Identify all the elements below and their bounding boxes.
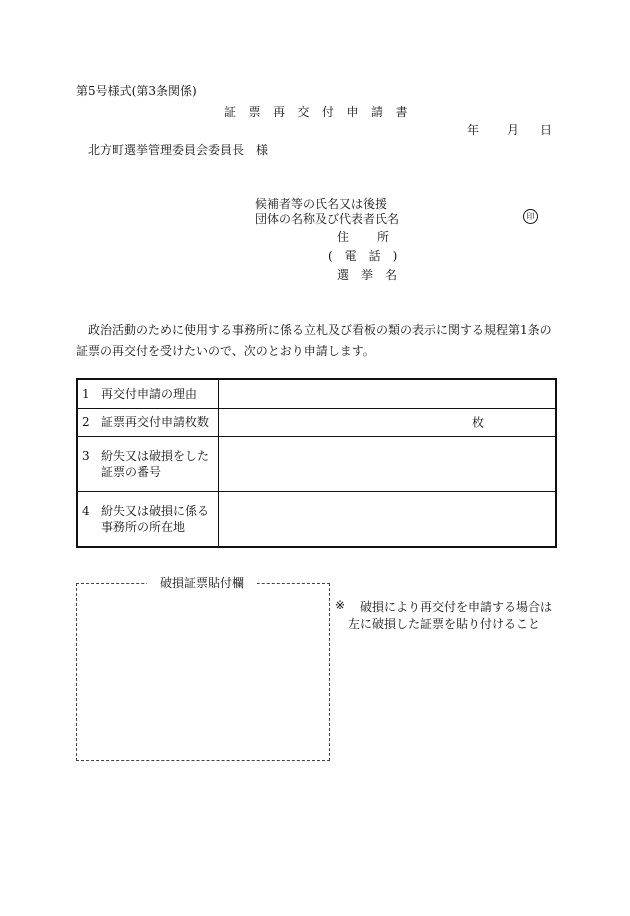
note-line2: 左に破損した証票を貼り付けること: [348, 617, 541, 631]
row-label-text: 紛失又は破損に係る: [101, 503, 210, 518]
row-label-text: 証票再交付申請枚数: [101, 415, 210, 430]
table-row: [77, 491, 556, 547]
certificate-number-field[interactable]: [219, 436, 557, 491]
sheet-count-field[interactable]: [219, 408, 557, 436]
paste-area-title: 破損証票貼付欄: [147, 576, 257, 591]
row-label: [77, 436, 219, 491]
document-title: 証票再交付申請書: [224, 105, 421, 119]
seal-mark: 印: [523, 209, 538, 224]
row-label-text-line2: 事務所の所在地: [101, 519, 186, 534]
election-name-label: 選挙名: [337, 268, 410, 282]
row-label: [77, 408, 219, 436]
address-label: 住所: [337, 230, 418, 244]
row-label-text-line2: 証票の番号: [101, 464, 162, 479]
row-label-text: 再交付申請の理由: [101, 386, 198, 401]
application-table: [76, 378, 557, 548]
row-number: 3: [82, 448, 90, 463]
date-day-label: 日: [540, 123, 553, 137]
date-year-label: 年: [467, 123, 480, 137]
table-row: [77, 379, 556, 408]
application-statement: 政治活動のために使用する事務所に係る立札及び看板の類の表示に関する規程第1条の証票の再交付を受けたいので、次のとおり申請します。: [76, 323, 552, 358]
table-row: [77, 436, 556, 491]
row-number: 1: [82, 386, 90, 401]
applicant-name-label-line2: 団体の名称及び代表者氏名: [255, 212, 400, 226]
applicant-name-label-line1: 候補者等の氏名又は後援: [255, 197, 388, 211]
office-location-field[interactable]: [219, 491, 557, 547]
sheet-unit-label: 枚: [472, 415, 485, 430]
phone-label: ( 電 話 ): [328, 249, 398, 263]
row-label: [77, 491, 219, 547]
damaged-certificate-paste-area: [76, 576, 330, 761]
row-number: 4: [82, 503, 90, 518]
table-row: [77, 408, 556, 436]
addressee: 北方町選挙管理委員会委員長 様: [88, 143, 269, 157]
note-asterisk: ※: [335, 598, 346, 612]
date-month-label: 月: [507, 123, 520, 137]
form-number: 第5号様式(第3条関係): [76, 84, 197, 98]
row-label-text: 紛失又は破損をした: [101, 448, 210, 463]
date-line: [467, 121, 552, 138]
row-label: [77, 379, 219, 408]
reissue-reason-field[interactable]: [219, 379, 557, 408]
row-number: 2: [82, 415, 90, 430]
note-line1: 破損により再交付を申請する場合は: [360, 600, 553, 614]
